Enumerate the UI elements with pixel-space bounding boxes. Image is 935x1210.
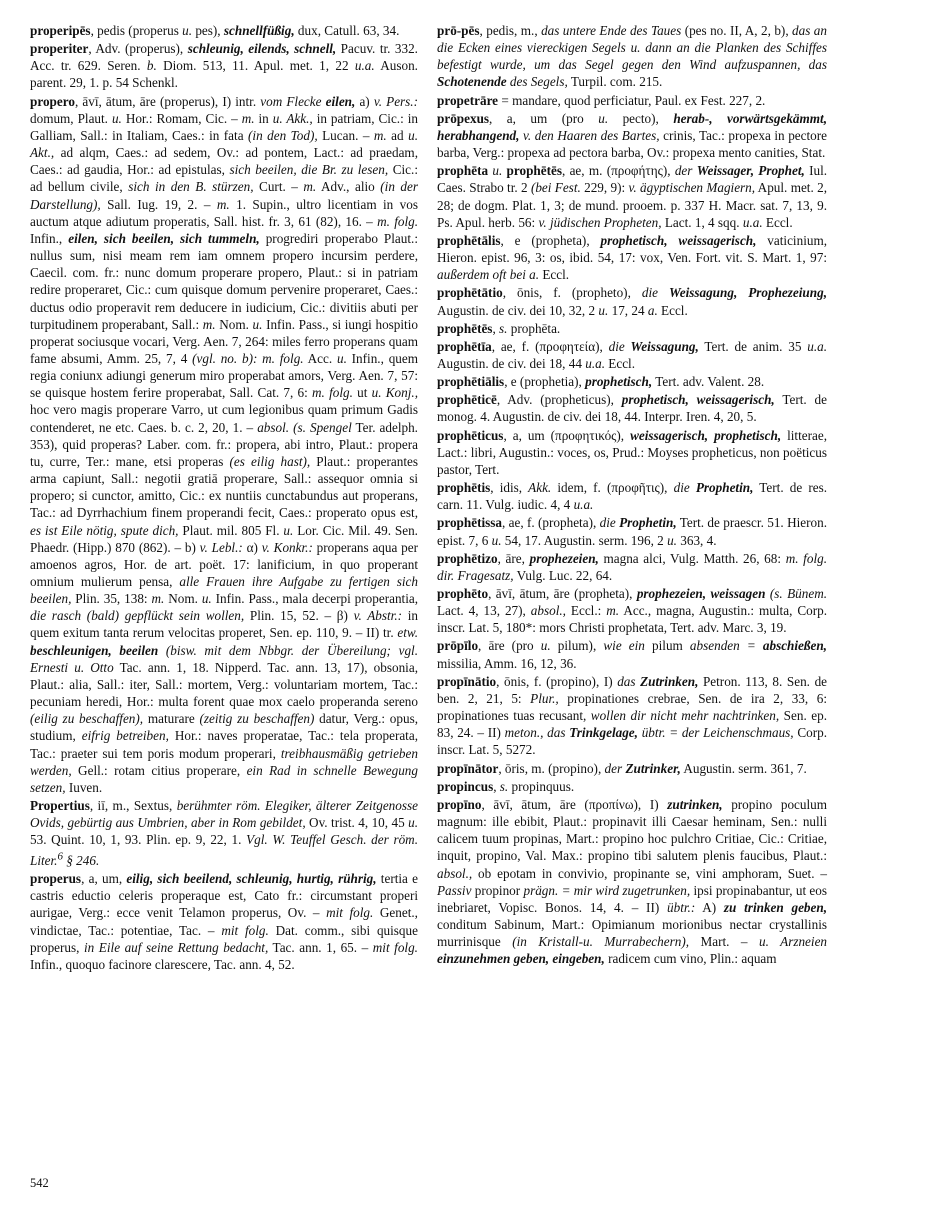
dictionary-entry [30,40,418,91]
entry-headword: Propertius [30,798,90,814]
entry-headword: propīnātio [437,673,497,689]
entry-headword: prophētīa [437,338,492,354]
entry-body: , a, um (προφητικός), weissagerisch, prophetisch, litterae, Lact.: libri, Augustin.: voces, os, Prud.: Moyses propheticus, non poëticus pastor, Tert. [437,427,827,477]
dictionary-entry [437,373,827,390]
dictionary-entry [437,338,827,372]
entry-body: , ōnis, f. (propheto), die Weissagung, Prophezeiung, Augustin. de civ. dei 10, 32, 2 u. 17, 24 a. Eccl. [437,285,827,318]
entry-headword: prophētizo [437,550,498,566]
dictionary-entry [437,320,827,337]
dictionary-entry [437,514,827,548]
entry-body: , a, um (pro u. pecto), herab-, vorwärtsgekämmt, herabhangend, v. den Haaren des Bartes, crinis, Tac.: propexa in pectore barba, Verg.: propexa ad pectora barba, Ov.: propexa mento canities, Stat. [437,110,827,161]
dictionary-entry [437,585,827,636]
entry-headword: propīno [437,796,482,812]
entry-body: , iī, m., Sextus, berühmter röm. Elegiker, älterer Zeitgenosse Ovids, gebürtig aus Umbrien, aber in Rom gebildet, Ov. trist. 4, 10, 45 u. 53. Quint. 10, 1, 93. Plin. ep. 9, 22, 1. Vgl. W. Teuffel Gesch. der röm. Liter.$^6$ § 246. [30,798,419,868]
entry-body: , ōris, m. (propino), der Zutrinker, Augustin. serm. 361, 7. [498,760,807,776]
dictionary-entry [437,760,827,777]
entry-headword: propetrāre [437,92,499,108]
entry-headword: prophēticē [437,392,497,408]
entry-body: , āvī, ātum, āre (properus), I) intr. vom Flecke eilen, a) v. Pers.: domum, Plaut. u. Hor.: Romam, Cic. – m. in u. Akk., in patriam, Cic.: in Galliam, Sall.: in Italiam, Caes.: in fata (in den Tod), Lucan. – m. ad u. Akt., ad alqm, Caes.: ad sedem, Ov.: ad pontem, Lact.: ad praedam, Caes.: ad gaudia, Hor.: ad epistulas, sich beeilen, die Br. zu lesen, Cic.: ad bellum civile, sich in den B. stürzen, Curt. – m. Adv., alio (in der Darstellung), Sall. Iug. 19, 2. – m. 1. Supin., ultro licentiam in vos auctum atque adiutum properatis, Sall. hist. fr. 3, 61 (82), 16. – m. folg. Infin., eilen, sich beeilen, sich tummeln, progrediri properabo Plaut.: nullus sum, nisi meam rem iam omnem propero incursim perdere, Caecil. com. fr.: nunc domum properare propero, Plaut.: si in patriam redire properaret, Cic.: cum quisque domum pervenire properaret, Caes.: ductus odio properavit rem deducere in iudicium, Cic.: divitiis abuti per turpitudinem properabant, Sall.: m. Nom. u. Infin. Pass., si iungi hospitio properat sociusque vocari, Verg. Aen. 7, 264: miles ferro properans quam fame absumi, Amm. 25, 7, 4 (vgl. no. b): m. folg. Acc. u. Infin., quem regia coniunx adiungi generum miro properabat amors, Verg. Aen. 7, 57: se quisque hostem ferire properabat, Sall. Cat. 7, 6: m. folg. ut u. Konj., hoc vero magis properare Varro, ut cum legionibus quam primum Gadis contenderet, ne etc. Caes. b. c. 2, 20, 1. – absol. (s. Spengel Ter. adelph. 353), quid properas? Laber. com. fr.: propera, abi intro, Plaut.: propera tu, curre, Ter.: mane, etsi properas (es eilig hast), Plaut.: properantes arma capiunt, Sall.: negotii gratiā properare, Sall.: assequor omnia si propero; si cunctor, amitto, Cic.: ex nuntiis cunctabundus aut properans, Tac.: ad Dyrrhachium finem properandi fecit, Caes.: properato opus est, es ist Eile nötig, spute dich, Plaut. mil. 805 Fl. u. Lor. Cic. Mil. 49. Sen. Phaedr. (Hipp.) 870 (862). – b) v. Lebl.: α) v. Konkr.: properans aqua per amoenos agros, Hor. de art. poët. 17: lanificium, in quo properant omnium mulierum pensa, alle Frauen ihre Aufgabe zu fertigen sich beeilen, Plin. 35, 138: m. Nom. u. Infin. Pass., mala decerpi properantia, die rasch (bald) gepflückt sein wollen, Plin. 15, 52. – β) v. Abstr.: in quem exitum tanta rerum velocitas properet, Sen. ep. 110, 9. – II) tr. etw. beschleunigen, beeilen (bisw. mit dem Nbbgr. der Übereilung; vgl. Ernesti u. Otto Tac. ann. 1, 18. Nipperd. Tac. ann. 13, 17), obsonia, Plaut.: alia, Sall.: iter, Sall.: mortem, Verg.: voluntariam mortem, Tac.: pecuniam heredi, Hor.: multa forent quae mox caelo properanda sereno (eilig zu beschaffen), maturare (zeitig zu beschaffen) datur, Verg.: opus, studium, eifrig betreiben, Hor.: naves properatae, Tac.: tela properata, Tac.: praeter sui tem poris modum properari, treibhausmäßig getrieben werden, Gell.: rotam citius properare, ein Rad in schnelle Bewegung setzen, Iuven. [30,93,419,795]
dictionary-entry [437,110,827,161]
entry-headword: prophētālis [437,232,501,248]
dictionary-entry [30,93,418,796]
entry-body: , Adv. (properus), schleunig, eilends, schnell, Pacuv. tr. 332. Acc. tr. 629. Seren. b. Diom. 513, 11. Apul. met. 1, 22 u.a. Auson. parent. 29, 1. p. 54 Schenkl. [30,41,418,91]
entry-headword: prophētiālis [437,374,505,390]
dictionary-entry [437,778,827,795]
entry-headword: prophētis [437,480,491,496]
dictionary-entry [437,673,827,759]
entry-headword: prōpīlo [437,638,479,654]
entry-body: , idis, Akk. idem, f. (προφῆτις), die Prophetin, Tert. de res. carn. 11. Vulg. iudic. 4, 4 u.a. [437,480,827,513]
entry-body: u. prophētēs, ae, m. (προφήτης), der Weissager, Prophet, Iul. Caes. Strabo tr. 2 (bei Fest. 229, 9): v. ägyptischen Magiern, Apul. met. 2, 28; de dogm. Plat. 1, 3; de mund. prooem. p. 337 H. Macr. sat. 7, 13, 9. Ps. Apul. herb. 56: v. jüdischen Propheten, Lact. 1, 4 sqq. u.a. Eccl. [437,163,828,230]
entry-body: = mandare, quod perficiatur, Paul. ex Fest. 227, 2. [498,92,766,108]
dictionary-entry [437,22,827,91]
entry-headword: prophēto [437,586,489,601]
dictionary-entry [30,22,418,39]
dictionary-entry [437,162,827,231]
entry-body: , ae, f. (προφητεία), die Weissagung, Tert. de anim. 35 u.a. Augustin. de civ. dei 18, 44 u.a. Eccl. [437,338,827,371]
dictionary-entry [30,797,418,869]
left-column [30,22,418,974]
dictionary-entry [437,550,827,584]
dictionary-entry [437,92,827,109]
entry-body: , āvī, ātum, āre (προπίνω), I) zutrinken, propino poculum magnum: ille ebibit, Plaut.: propinavit illi Caesar heminam, Sen.: nulli calicem tuum propinas, Mart.: propino hoc pulchro Critiae, Cic.: Critiae, inquit, propino, Val. Max.: propino tibi salutem plenis faucibus, Plaut.: absol., ob epotam in convivio, propinante se, vini amphoram, Suet. – Passiv propinor prägn. = mir wird zugetrunken, ipsi propinabantur, ut eos inebriaret, Vopisc. Bonos. 14, 4. – II) übtr.: A) zu trinken geben, conditum Sabinum, Mart.: Opimianum morionibus nectar crystallinis murrinisque (in Kristall-u. Murrabechern), Mart. – u. Arzneien einzunehmen geben, eingeben, radicem cum vino, Plin.: aquam [437,796,828,967]
entry-headword: propero [30,93,75,109]
entry-body: , āre, prophezeien, magna alci, Vulg. Matth. 26, 68: m. folg. dir. Fragesatz, Vulg. Luc. 22, 64. [437,550,827,583]
entry-headword: prophētēs [437,320,493,336]
entry-headword: prophētātio [437,285,503,301]
entry-body: , āvī, ātum, āre (propheta), prophezeien, weissagen (s. Bünem. Lact. 4, 13, 27), absol., Eccl.: m. Acc., magna, Augustin.: multa, Corp. inscr. Lat. 5, 180*: mors Christi prophetata, Tert. adv. Marc. 3, 19. [437,586,828,636]
right-column [437,22,827,968]
dictionary-entry [437,284,827,318]
entry-body: , ae, f. (propheta), die Prophetin, Tert. de praescr. 51. Hieron. epist. 7, 6 u. 54, 17. Augustin. serm. 196, 2 u. 363, 4. [437,515,827,548]
entry-body: , ōnis, f. (propino), I) das Zutrinken, Petron. 113, 8. Sen. de ben. 2, 21, 5: Plur., propinationes crebrae, Sen. de ira 2, 33, 6: propinationes tuas recusant, wollen dir nicht mehr nachtrinken, Sen. ep. 83, 24. – II) meton., das Trinkgelage, übtr. = der Leichenschmaus, Corp. inscr. Lat. 5, 5272. [437,673,828,758]
dictionary-entry [437,479,827,513]
page-number: 542 [30,1176,49,1190]
entry-headword: properipēs [30,23,91,38]
dictionary-entry [437,796,827,968]
entry-body: , s. prophēta. [492,320,561,336]
entry-body: , pedis (properus u. pes), schnellfüßig, dux, Catull. 63, 34. [90,23,400,38]
entry-body: , a, um, eilig, sich beeilend, schleunig, hurtig, rührig, tertia e castris eductio celeris properaque est, Cato fr.: circumstant properi aurigae, Verg.: ecce venit Telamon properus, Ov. – mit folg. Genet., vindictae, Tac.: potentiae, Tac. – mit folg. Dat. comm., sibi quisque properus, in Eile auf seine Rettung bedacht, Tac. ann. 1, 65. – mit folg. Infin., quoquo facinore clarescere, Tac. ann. 4, 52. [30,871,418,972]
entry-headword: propīnātor [437,760,499,776]
entry-body: , āre (pro u. pilum), wie ein pilum absenden = abschießen, missilia, Amm. 16, 12, 36. [437,638,827,671]
entry-headword: prophēta [437,163,489,179]
entry-headword: prōpexus [437,110,490,126]
dictionary-entry [437,637,827,671]
entry-headword: prophēticus [437,427,504,443]
entry-body: , s. propinquus. [493,778,575,794]
entry-body: , pedis, m., das untere Ende des Taues (pes no. II, A, 2, b), das an die Ecken eines viereckigen Segels u. dann an die Planken des Schiffes befestigt wurde, um das Segel gegen den Wind aufzuspannen, das Schotenende des Segels, Turpil. com. 215. [437,23,827,90]
entry-headword: prophētissa [437,515,502,531]
dictionary-entry [30,870,418,973]
entry-headword: prō-pēs [437,23,480,38]
entry-headword: properiter [30,41,89,57]
dictionary-entry [437,391,827,425]
entry-body: , Adv. (propheticus), prophetisch, weissagerisch, Tert. de monog. 4. Augustin. de civ. dei 18, 44. Interpr. Iren. 4, 20, 5. [437,392,828,425]
dictionary-entry [437,232,827,283]
entry-body: , e (propheta), prophetisch, weissagerisch, vaticinium, Hieron. epist. 96, 3: os, ibid. 54, 17: vox, Ven. Fort. vit. S. Mart. 1, 97: außerdem oft bei a. Eccl. [437,232,828,283]
entry-headword: propincus [437,778,494,794]
entry-body: , e (prophetia), prophetisch, Tert. adv. Valent. 28. [504,374,765,390]
entry-headword: properus [30,871,82,887]
dictionary-entry [437,427,827,478]
